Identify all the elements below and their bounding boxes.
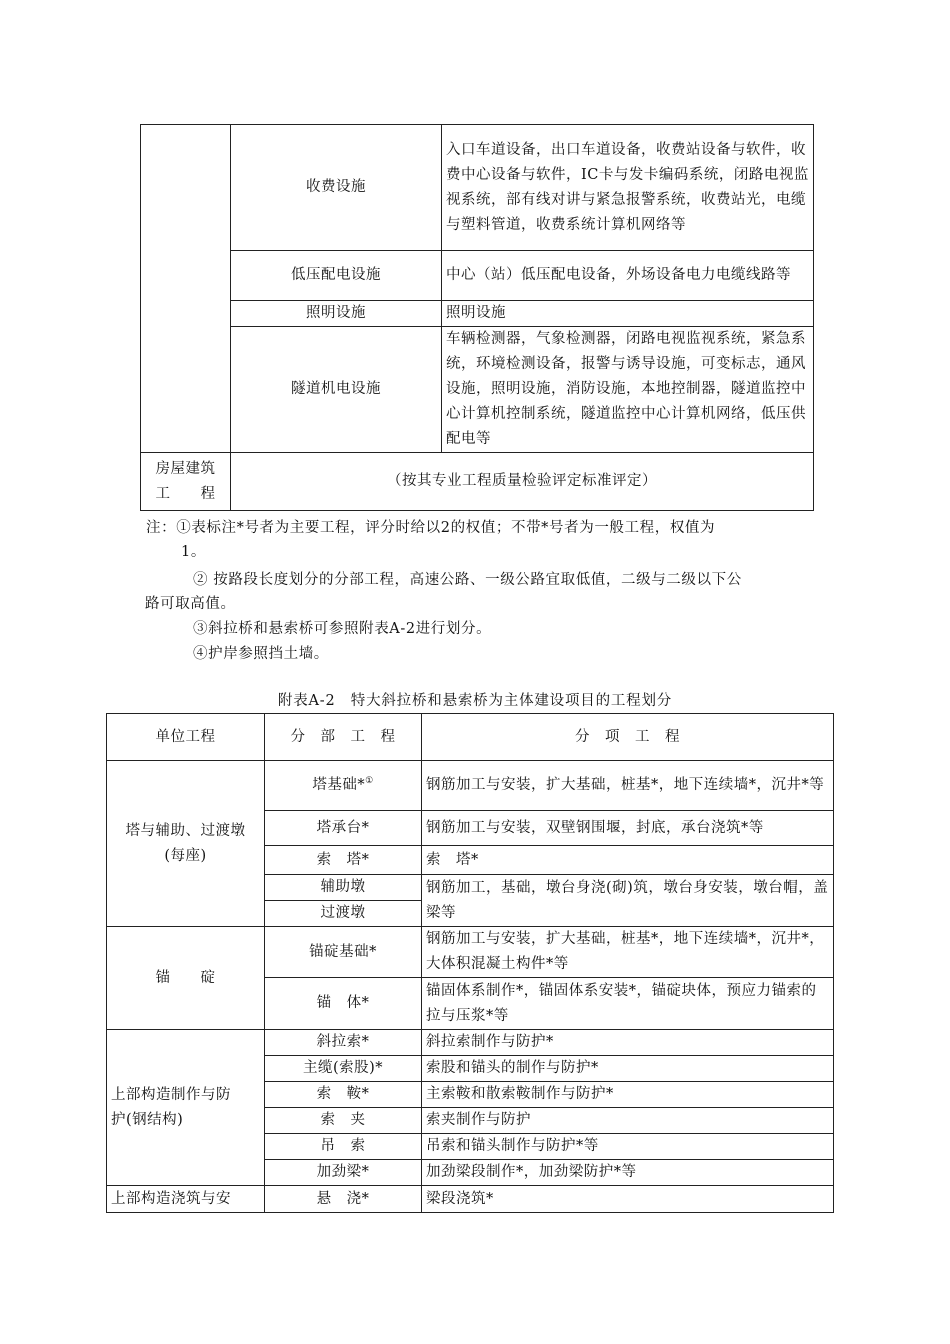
part-cell: 索 夹 [265,1108,422,1134]
table-1 [140,124,814,511]
unit-cell-pour: 上部构造浇筑与安 [107,1186,265,1213]
items-cell: 索夹制作与防护 [422,1108,834,1134]
note-2-line-2: 路可取高值。 [145,596,236,612]
table-2-caption: 附表A-2 特大斜拉桥和悬索桥为主体建设项目的工程划分 [277,693,673,709]
unit-line: 上部构造制作与防 [111,1086,231,1103]
part-cell [265,761,422,811]
unit-cell-super [107,1030,265,1186]
part-cell: 塔承台* [265,811,422,846]
note-3: ③斜拉桥和悬索桥可参照附表A-2进行划分。 [193,621,492,637]
part-cell: 锚碇基础* [265,927,422,978]
part-label: 塔基础* [312,777,366,793]
note-1-line-1: 注：①表标注*号者为主要工程，评分时给以2的权值；不带*号者为一般工程，权值为 [146,520,716,536]
sub-project-cell: 照明设施 [231,301,442,327]
unit-cell-building [141,453,231,511]
part-cell: 索 鞍* [265,1082,422,1108]
header-unit: 单位工程 [107,714,265,761]
footnote-mark: ① [365,776,374,787]
items-cell: 钢筋加工，基础，墩台身浇(砌)筑，墩台身安装，墩台帽，盖梁等 [422,875,834,927]
part-cell: 主缆(索股)* [265,1056,422,1082]
part-cell: 斜拉索* [265,1030,422,1056]
unit-line: 房屋建筑 [155,460,216,477]
items-cell: 照明设施 [442,301,814,327]
part-cell: 过渡墩 [265,901,422,927]
items-cell: 钢筋加工与安装，扩大基础，桩基*，地下连续墙*，沉井*等 [422,761,834,811]
part-cell: 锚 体* [265,978,422,1030]
unit-line: 塔与辅助、过渡墩 [125,822,246,839]
note-4: ④护岸参照挡土墙。 [193,646,329,662]
items-cell: 梁段浇筑* [422,1186,834,1213]
unit-cell-anchor: 锚 碇 [107,927,265,1030]
items-cell: 入口车道设备，出口车道设备，收费站设备与软件，收费中心设备与软件，IC卡与发卡编码系统，闭路电视监视系统，部有线对讲与紧急报警系统，收费站光，电缆与塑料管道，收费系统计算机网络等 [442,125,814,251]
unit-cell-empty [141,125,231,453]
unit-cell-tower [107,761,265,927]
sub-project-cell: 隧道机电设施 [231,327,442,453]
sub-project-cell: 收费设施 [231,125,442,251]
part-cell: 吊 索 [265,1134,422,1160]
unit-line: 工 程 [155,485,216,502]
sub-project-cell: 低压配电设施 [231,251,442,301]
items-cell: 吊索和锚头制作与防护*等 [422,1134,834,1160]
items-cell: 斜拉索制作与防护* [422,1030,834,1056]
items-cell: 钢筋加工与安装，双壁钢围堰，封底，承台浇筑*等 [422,811,834,846]
unit-line: 护(钢结构) [111,1111,184,1128]
note-2-line-1: ② 按路段长度划分的分部工程，高速公路、一级公路宜取低值，二级与二级以下公 [193,572,742,588]
items-cell: 主索鞍和散索鞍制作与防护* [422,1082,834,1108]
items-cell: 索股和锚头的制作与防护* [422,1056,834,1082]
items-cell: 锚固体系制作*，锚固体系安装*，锚碇块体，预应力锚索的拉与压浆*等 [422,978,834,1030]
items-cell: 索 塔* [422,846,834,875]
part-cell: 索 塔* [265,846,422,875]
note-1-line-2: 1。 [181,544,206,560]
table-2 [106,713,834,1213]
header-part: 分 部 工 程 [265,714,422,761]
building-note-cell: （按其专业工程质量检验评定标准评定） [231,453,814,511]
header-item: 分 项 工 程 [422,714,834,761]
items-cell: 加劲梁段制作*，加劲梁防护*等 [422,1160,834,1186]
items-cell: 车辆检测器，气象检测器，闭路电视监视系统，紧急系统，环境检测设备，报警与诱导设施，可变标志，通风设施，照明设施，消防设施，本地控制器，隧道监控中心计算机控制系统，隧道监控中心计算机网络，低压供配电等 [442,327,814,453]
items-cell: 钢筋加工与安装，扩大基础，桩基*，地下连续墙*，沉井*，大体积混凝土构件*等 [422,927,834,978]
unit-line: (每座) [164,847,207,864]
part-cell: 加劲梁* [265,1160,422,1186]
part-cell: 辅助墩 [265,875,422,901]
part-cell: 悬 浇* [265,1186,422,1213]
items-cell: 中心（站）低压配电设备，外场设备电力电缆线路等 [442,251,814,301]
